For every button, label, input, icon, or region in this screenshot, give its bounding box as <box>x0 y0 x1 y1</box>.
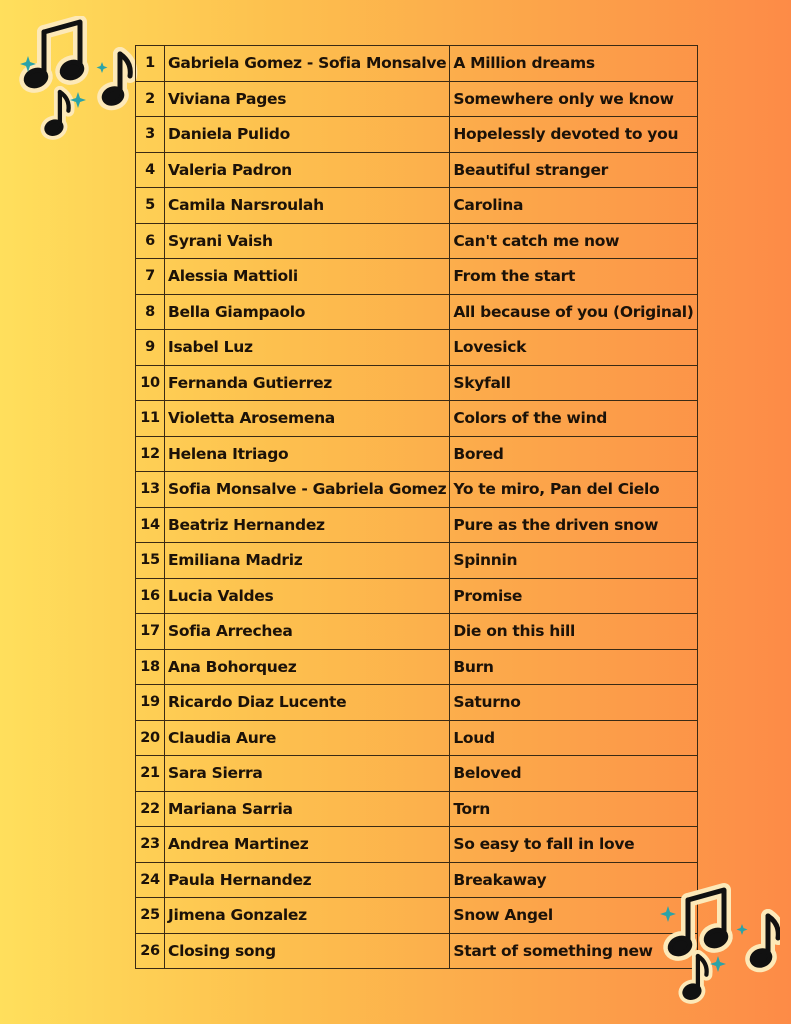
table-row <box>136 259 698 295</box>
row-number: 7 <box>136 259 165 295</box>
table-row <box>136 46 698 82</box>
table-row <box>136 365 698 401</box>
song-title: Yo te miro, Pan del Cielo <box>450 472 697 508</box>
table-row <box>136 578 698 614</box>
row-number: 25 <box>136 898 165 934</box>
performer-name: Daniela Pulido <box>165 117 450 153</box>
performer-name: Jimena Gonzalez <box>165 898 450 934</box>
row-number: 11 <box>136 401 165 437</box>
table-row <box>136 117 698 153</box>
table-row <box>136 791 698 827</box>
performer-name: Claudia Aure <box>165 720 450 756</box>
song-title: Hopelessly devoted to you <box>450 117 697 153</box>
performer-name: Mariana Sarria <box>165 791 450 827</box>
row-number: 3 <box>136 117 165 153</box>
performer-name: Ricardo Diaz Lucente <box>165 685 450 721</box>
song-title: All because of you (Original) <box>450 294 697 330</box>
performer-name: Ana Bohorquez <box>165 649 450 685</box>
row-number: 19 <box>136 685 165 721</box>
song-title: Colors of the wind <box>450 401 697 437</box>
song-title: Saturno <box>450 685 697 721</box>
song-title: Spinnin <box>450 543 697 579</box>
row-number: 5 <box>136 188 165 224</box>
table-row <box>136 933 698 969</box>
table-row <box>136 862 698 898</box>
song-title: Start of something new <box>450 933 697 969</box>
song-title: Die on this hill <box>450 614 697 650</box>
performer-name: Sara Sierra <box>165 756 450 792</box>
table-row <box>136 294 698 330</box>
row-number: 9 <box>136 330 165 366</box>
table-row <box>136 472 698 508</box>
row-number: 17 <box>136 614 165 650</box>
row-number: 26 <box>136 933 165 969</box>
song-title: A Million dreams <box>450 46 697 82</box>
song-title: Somewhere only we know <box>450 81 697 117</box>
performer-name: Syrani Vaish <box>165 223 450 259</box>
song-title: Promise <box>450 578 697 614</box>
performer-name: Bella Giampaolo <box>165 294 450 330</box>
table-row <box>136 685 698 721</box>
table-row <box>136 614 698 650</box>
song-title: Beloved <box>450 756 697 792</box>
table-row <box>136 543 698 579</box>
song-title: Beautiful stranger <box>450 152 697 188</box>
table-row <box>136 401 698 437</box>
performer-name: Gabriela Gomez - Sofia Monsalve <box>165 46 450 82</box>
music-notes-icon-top-left <box>14 16 138 140</box>
table-row <box>136 188 698 224</box>
song-title: From the start <box>450 259 697 295</box>
row-number: 8 <box>136 294 165 330</box>
performer-name: Emiliana Madriz <box>165 543 450 579</box>
performer-name: Paula Hernandez <box>165 862 450 898</box>
table-row <box>136 827 698 863</box>
song-title: Loud <box>450 720 697 756</box>
song-title: Burn <box>450 649 697 685</box>
performer-name: Alessia Mattioli <box>165 259 450 295</box>
row-number: 14 <box>136 507 165 543</box>
row-number: 10 <box>136 365 165 401</box>
performer-name: Violetta Arosemena <box>165 401 450 437</box>
table-row <box>136 756 698 792</box>
performer-name: Lucia Valdes <box>165 578 450 614</box>
row-number: 12 <box>136 436 165 472</box>
table-row <box>136 223 698 259</box>
row-number: 13 <box>136 472 165 508</box>
performer-name: Camila Narsroulah <box>165 188 450 224</box>
song-title: Carolina <box>450 188 697 224</box>
performer-name: Andrea Martinez <box>165 827 450 863</box>
performer-name: Beatriz Hernandez <box>165 507 450 543</box>
performer-name: Valeria Padron <box>165 152 450 188</box>
table-row <box>136 436 698 472</box>
table-row <box>136 898 698 934</box>
row-number: 20 <box>136 720 165 756</box>
table-row <box>136 649 698 685</box>
row-number: 24 <box>136 862 165 898</box>
song-title: So easy to fall in love <box>450 827 697 863</box>
row-number: 15 <box>136 543 165 579</box>
table-row <box>136 152 698 188</box>
row-number: 4 <box>136 152 165 188</box>
music-notes-icon-bottom-right <box>650 876 780 1006</box>
program-table <box>135 45 698 969</box>
performer-name: Viviana Pages <box>165 81 450 117</box>
row-number: 2 <box>136 81 165 117</box>
song-title: Breakaway <box>450 862 697 898</box>
song-title: Can't catch me now <box>450 223 697 259</box>
song-title: Pure as the driven snow <box>450 507 697 543</box>
performer-name: Sofia Arrechea <box>165 614 450 650</box>
performer-name: Isabel Luz <box>165 330 450 366</box>
song-title: Snow Angel <box>450 898 697 934</box>
row-number: 18 <box>136 649 165 685</box>
row-number: 22 <box>136 791 165 827</box>
table-row <box>136 81 698 117</box>
performer-name: Helena Itriago <box>165 436 450 472</box>
performer-name: Fernanda Gutierrez <box>165 365 450 401</box>
table-row <box>136 507 698 543</box>
row-number: 21 <box>136 756 165 792</box>
row-number: 16 <box>136 578 165 614</box>
performer-name: Sofia Monsalve - Gabriela Gomez <box>165 472 450 508</box>
song-title: Lovesick <box>450 330 697 366</box>
performer-name: Closing song <box>165 933 450 969</box>
table-row <box>136 330 698 366</box>
table-row <box>136 720 698 756</box>
song-title: Torn <box>450 791 697 827</box>
row-number: 6 <box>136 223 165 259</box>
song-title: Skyfall <box>450 365 697 401</box>
song-title: Bored <box>450 436 697 472</box>
row-number: 1 <box>136 46 165 82</box>
row-number: 23 <box>136 827 165 863</box>
